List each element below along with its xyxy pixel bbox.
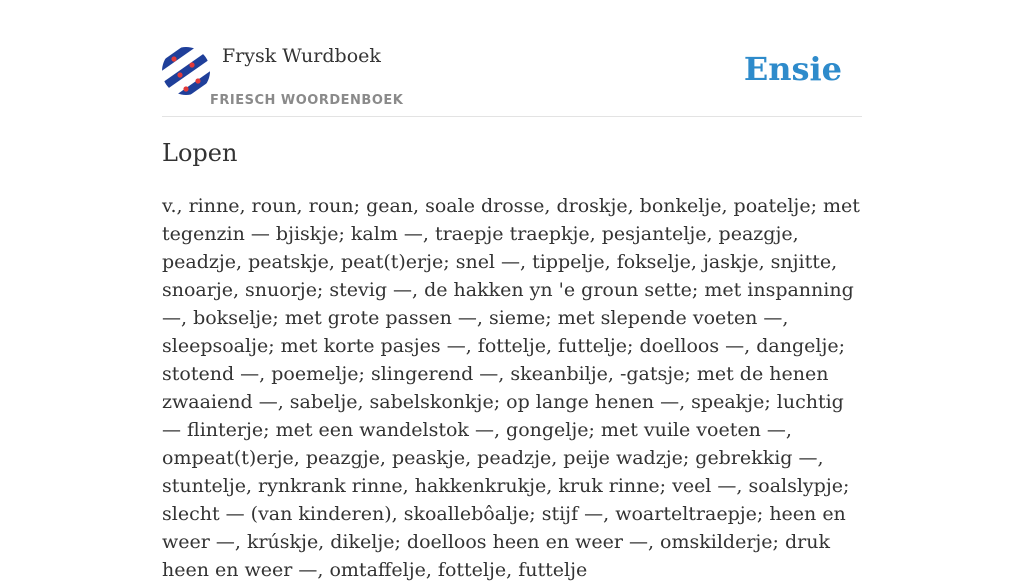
brand-link[interactable]: Ensie xyxy=(743,50,842,88)
site-header xyxy=(162,40,862,117)
entry-headword: Lopen xyxy=(162,139,238,167)
site-title[interactable]: Frysk Wurdboek xyxy=(222,45,381,67)
site-subtitle: FRIESCH WOORDENBOEK xyxy=(210,93,404,108)
frisian-flag-icon[interactable] xyxy=(162,47,210,95)
entry-definition: v., rinne, roun, roun; gean, soale drosse, droskje, bonkelje, poatelje; met tegenzin — bjiskje; kalm —, traepje traepkje, pesjantelje, peazgje, peadzje, peatskje, peat(t)erje; snel —, tippelje, fokselje, jaskje, snjitte, snoarje, snuorje; stevig —, de hakken yn 'e groun sette; met inspanning —, bokselje; met grote passen —, sieme; met slepende voeten —, sleepsoalje; met korte pasjes —, fottelje, futtelje; doelloos —, dangelje; stotend —, poemelje; slingerend —, skeanbilje, -gatsje; met de henen zwaaiend —, sabelje, sabelskonkje; op lange henen —, speakje; luchtig — flinterje; met een wandelstok —, gongelje; met vuile voeten —, ompeat(t)erje, peazgje, peaskje, peadzje, peije wadzje; gebrekkig —, stuntelje, rynkrank rinne, hakkenkrukje, kruk rinne; veel —, soalslypje; slecht — (van kinderen), skoallebôalje; stijf —, woarteltraepje; heen en weer —, krúskje, dikelje; doelloos heen en weer —, omskilderje; druk heen en weer —, omtaffelje, fottelje, futtelje xyxy=(162,195,860,581)
